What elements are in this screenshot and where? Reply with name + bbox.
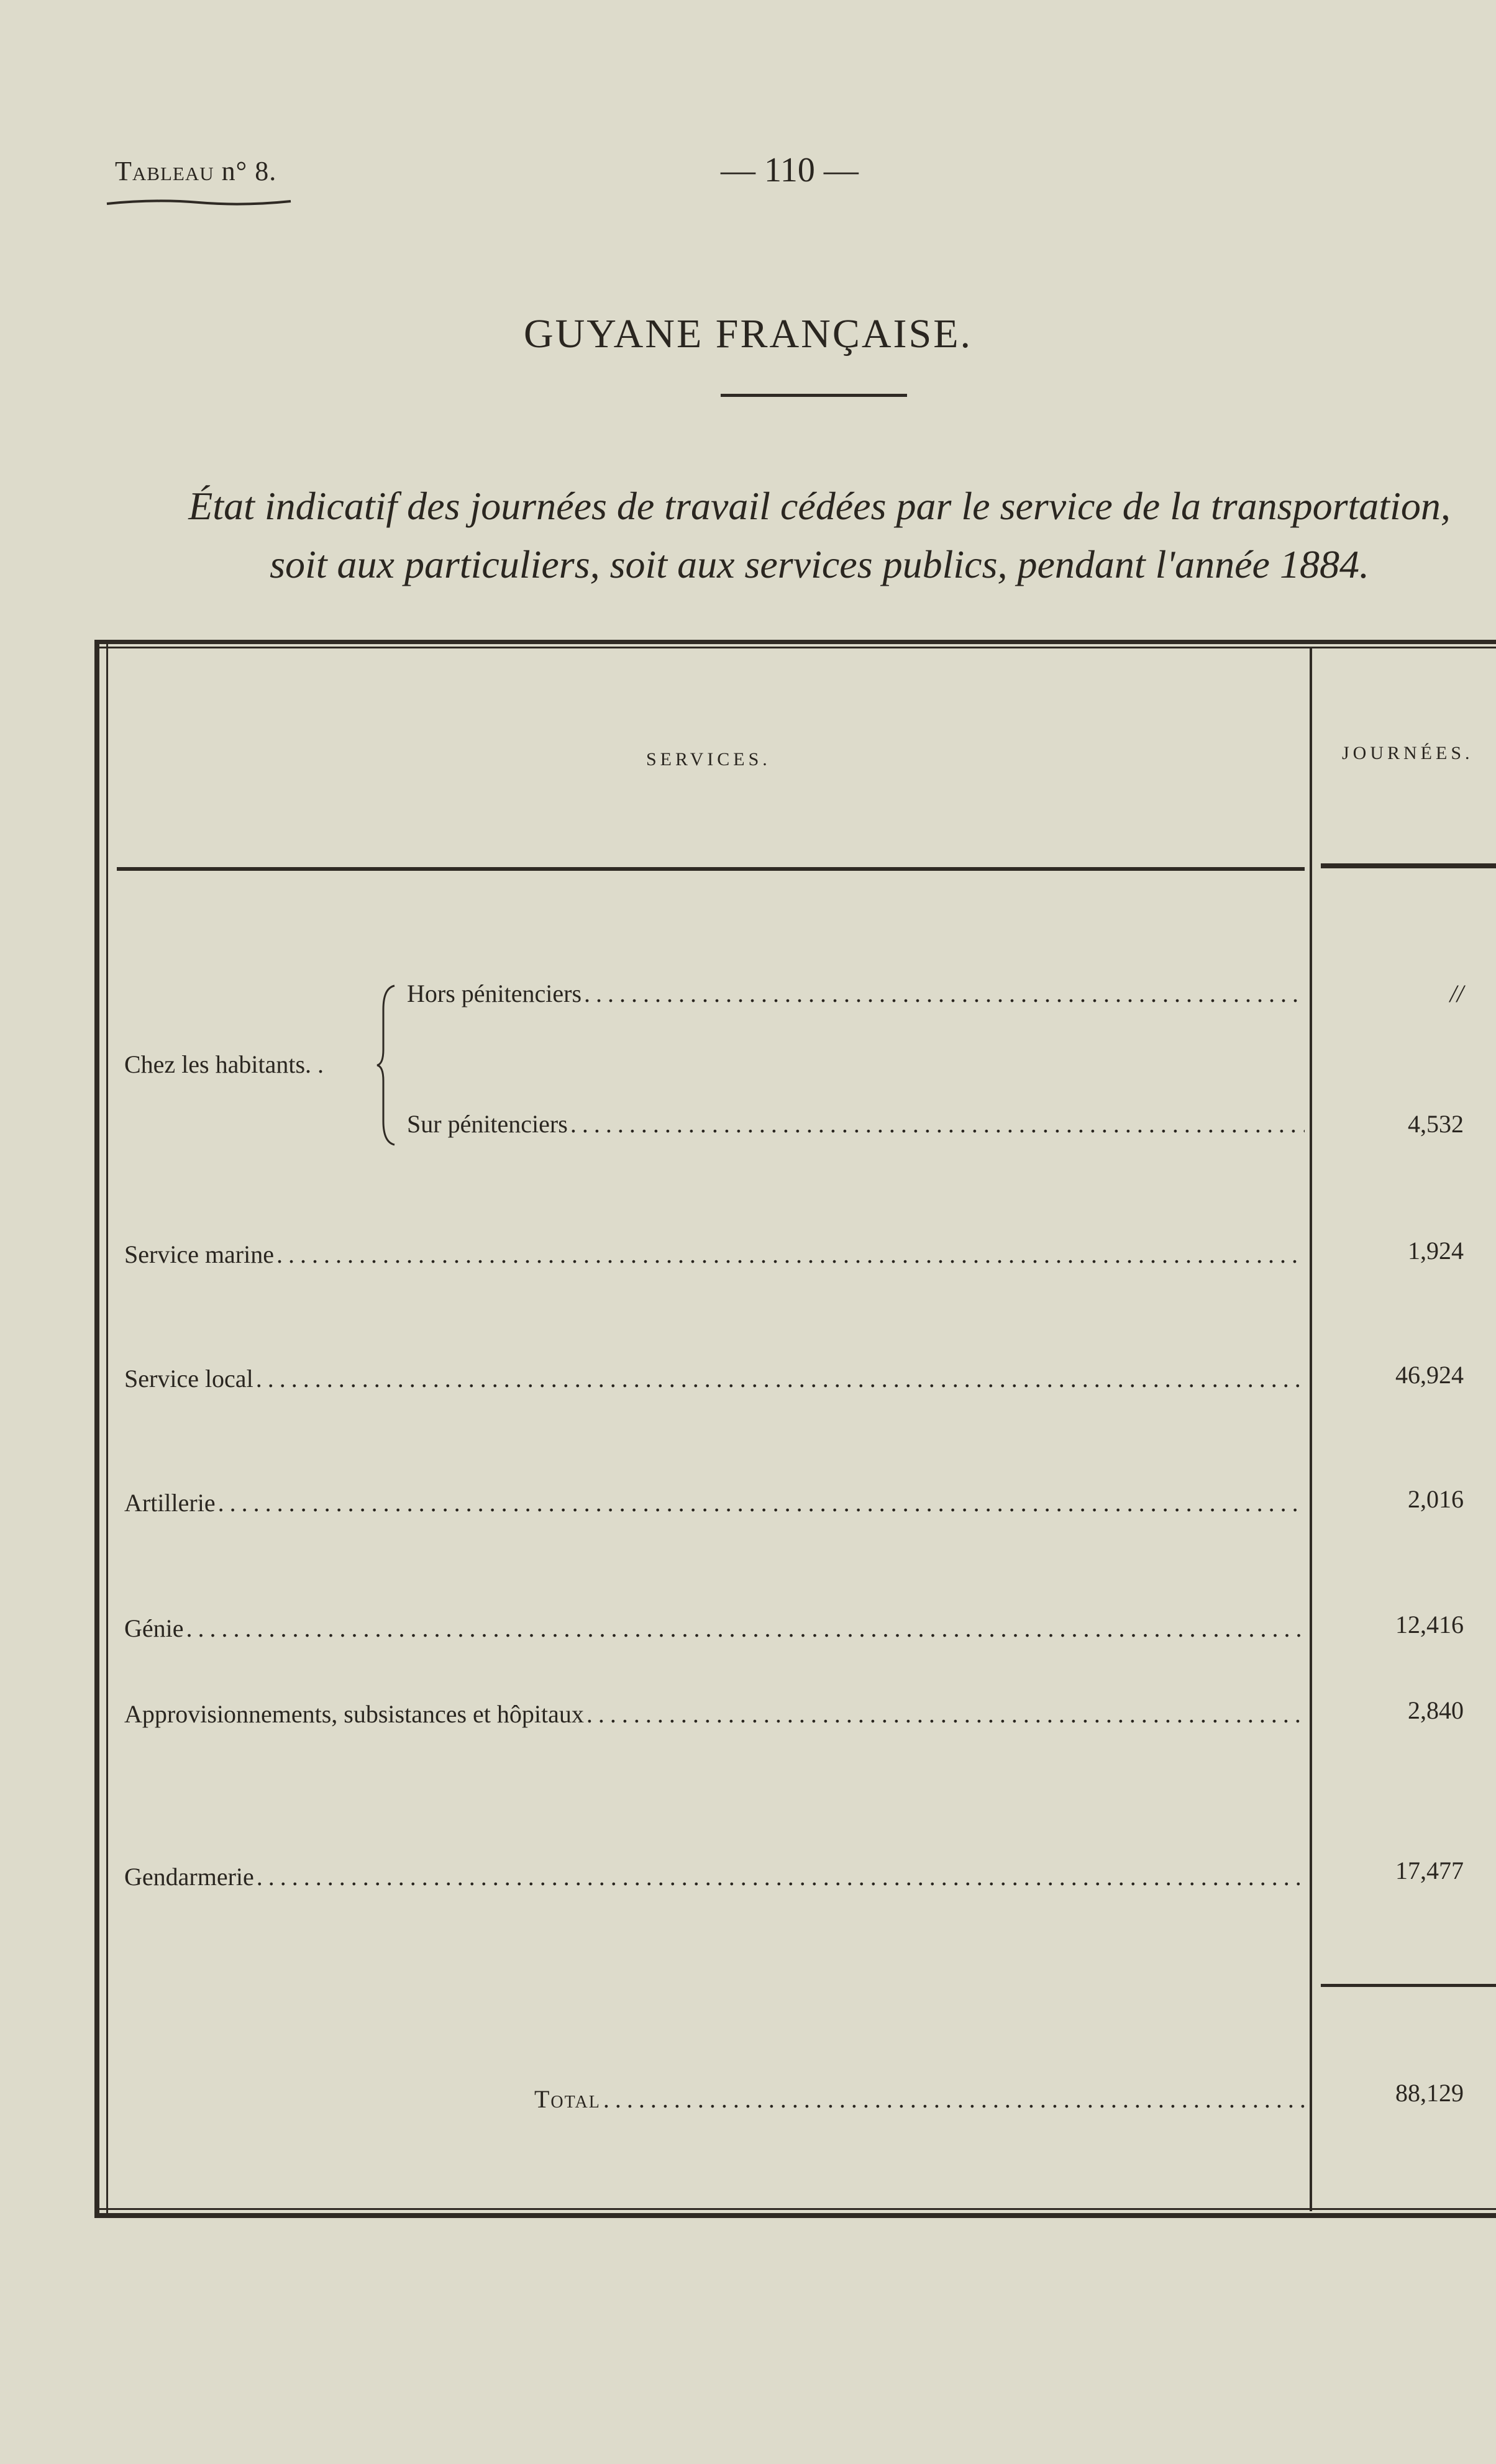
row-value-genie: 12,416 bbox=[1395, 1611, 1464, 1639]
row-label: Service local bbox=[124, 1365, 253, 1393]
tableau-number: n° 8. bbox=[221, 156, 277, 186]
column-header-services: SERVICES. bbox=[646, 749, 771, 770]
table-frame-bottom bbox=[94, 2208, 1496, 2218]
title-rule bbox=[721, 394, 907, 397]
table-frame-top bbox=[94, 640, 1496, 648]
row-label: Hors pénitenciers bbox=[407, 980, 582, 1007]
table-row-gendarmerie bbox=[124, 1862, 1305, 1891]
row-label: Service marine bbox=[124, 1240, 274, 1268]
row-label: Artillerie bbox=[124, 1489, 216, 1517]
header-rule-journees bbox=[1321, 863, 1496, 868]
table-row-genie bbox=[124, 1614, 1305, 1643]
table-row-sur-penitenciers bbox=[407, 1109, 1305, 1139]
table-row-approvisionnements bbox=[124, 1699, 1305, 1729]
page-number: — 110 — bbox=[721, 151, 859, 189]
total-label: Total bbox=[534, 2085, 601, 2113]
table-frame-left bbox=[94, 640, 108, 2218]
page-subtitle bbox=[143, 477, 1496, 594]
total-value: 88,129 bbox=[1395, 2079, 1464, 2107]
table-row-hors-penitenciers bbox=[407, 979, 1305, 1008]
subtitle-line-1: État indicatif des journées de travail cédées par le service de la transportation, bbox=[188, 484, 1451, 528]
row-value-sur-penitenciers: 4,532 bbox=[1408, 1110, 1464, 1138]
row-label: Génie bbox=[124, 1614, 184, 1642]
row-value-service-marine: 1,924 bbox=[1408, 1237, 1464, 1265]
row-value-gendarmerie: 17,477 bbox=[1395, 1857, 1464, 1884]
row-value-approvisionnements: 2,840 bbox=[1408, 1696, 1464, 1724]
header-rule-services bbox=[117, 867, 1305, 871]
table-row-artillerie bbox=[124, 1488, 1305, 1517]
row-label: Gendarmerie bbox=[124, 1863, 254, 1891]
table-row-service-marine bbox=[124, 1240, 1305, 1269]
tableau-label bbox=[115, 155, 276, 187]
row-value-hors-penitenciers: // bbox=[1449, 980, 1464, 1007]
group-label-habitants: Chez les habitants. . bbox=[124, 1050, 324, 1078]
column-header-journees: JOURNÉES. bbox=[1342, 743, 1474, 763]
ornament-swash bbox=[106, 198, 292, 207]
total-rule bbox=[1321, 1984, 1496, 1987]
row-value-artillerie: 2,016 bbox=[1408, 1485, 1464, 1513]
row-label: Sur pénitenciers bbox=[407, 1110, 568, 1138]
page-title: GUYANE FRANÇAISE. bbox=[523, 311, 973, 357]
row-value-service-local: 46,924 bbox=[1395, 1361, 1464, 1389]
row-label: Approvisionnements, subsistances et hôpitaux bbox=[124, 1700, 584, 1728]
brace-icon bbox=[376, 984, 401, 1146]
column-divider bbox=[1310, 648, 1312, 2211]
subtitle-line-2: soit aux particuliers, soit aux services publics, pendant l'année 1884. bbox=[270, 542, 1369, 586]
table-row-total bbox=[534, 2084, 1305, 2114]
table-row-service-local bbox=[124, 1364, 1305, 1393]
tableau-prefix: Tableau bbox=[115, 156, 214, 186]
